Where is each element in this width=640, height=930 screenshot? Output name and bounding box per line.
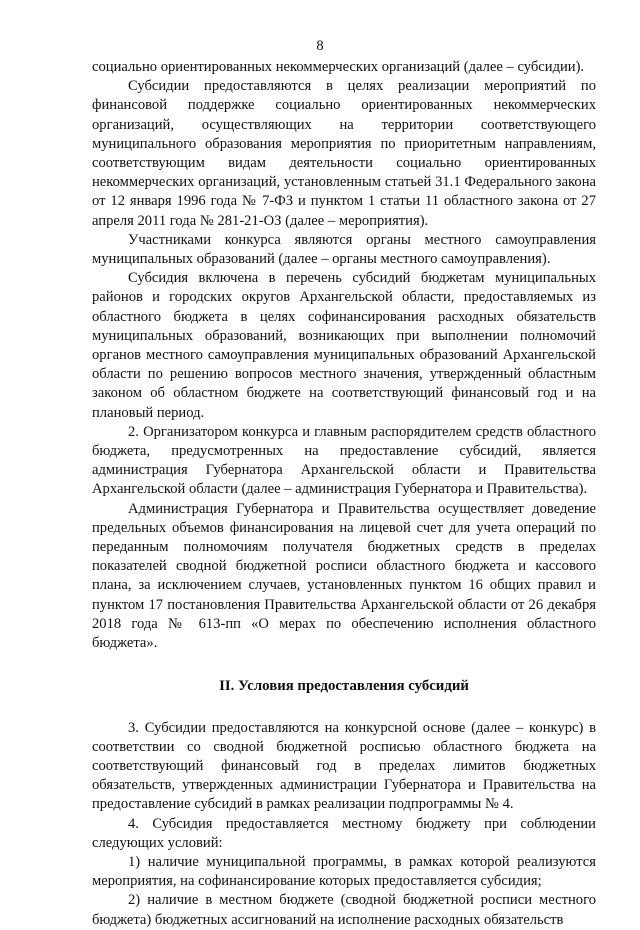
paragraph-condition-2: 2) наличие в местном бюджете (сводной бюджетной росписи местного бюджета) бюджетных ассигнований на исполнение расходных обязательств: [92, 892, 596, 928]
page-number: 8: [316, 38, 324, 54]
paragraph-item-3-competition: 3. Субсидии предоставляются на конкурсной основе (далее – конкурс) в соответствии со сводной бюджетной росписью областного бюджета на соответствующий финансовый год в пределах лимитов бюджетных обязательств, утвержденных администрации Губернатора и Правительства на предоставление субсидий в рамках реализации подпрограммы № 4.: [92, 719, 596, 813]
paragraph-subsidy-list: Субсидия включена в перечень субсидий бюджетам муниципальных районов и городских округов Архангельской области, предоставляемых из областного бюджета в целях софинансирования расходных обязательств муниципальных образований, возникающих при выполнении полномочий органов местного самоуправления муниципальных образований Архангельской области по решению вопросов местного значения, утвержденный областным законом об областном бюджете на соответствующий финансовый год и на плановый период.: [92, 270, 596, 421]
document-body: [92, 58, 596, 930]
paragraph-item-2-organizer: 2. Организатором конкурса и главным распорядителем средств областного бюджета, предусмотренных на предоставление субсидий, является администрация Губернатора Архангельской области и Правительства Архангельской области (далее – администрация Губернатора и Правительства).: [92, 423, 596, 498]
paragraph-participants: Участниками конкурса являются органы местного самоуправления муниципальных образований (далее – органы местного самоуправления).: [92, 231, 596, 268]
paragraph-subsidy-purpose: Субсидии предоставляются в целях реализации мероприятий по финансовой поддержке социально ориентированных некоммерческих организаций, осуществляющих на территории соответствующего муниципального образования мероприятия по приоритетным направлениям, соответствующим видам деятельности социально ориентированных некоммерческих организаций, установленным статьей 31.1 Федерального закона от 12 января 1996 года № 7-ФЗ и пунктом 1 статьи 11 областного закона от 27 апреля 2011 года № 281-21-ОЗ (далее – мероприятия).: [92, 78, 596, 229]
section-heading: II. Условия предоставления субсидий: [219, 678, 469, 695]
paragraph-item-4-conditions: 4. Субсидия предоставляется местному бюджету при соблюдении следующих условий:: [92, 815, 596, 851]
paragraph-continuation: социально ориентированных некоммерческих организаций (далее – субсидии).: [92, 59, 585, 75]
paragraph-condition-1: 1) наличие муниципальной программы, в рамках которой реализуются мероприятия, на софинансирование которых предоставляется субсидия;: [92, 853, 596, 890]
paragraph-administration-funding: Администрация Губернатора и Правительства осуществляет доведение предельных объемов финансирования на лицевой счет для учета операций по переданным полномочиям получателя бюджетных средств в пределах показателей сводной бюджетной росписи областного бюджета и кассового плана, за исключением случаев, установленных пунктом 16 общих правил и пунктом 17 постановления Правительства Архангельской области от 26 декабря 2018 года № 613-пп «О мерах по обеспечению исполнения областного бюджета».: [92, 500, 596, 652]
